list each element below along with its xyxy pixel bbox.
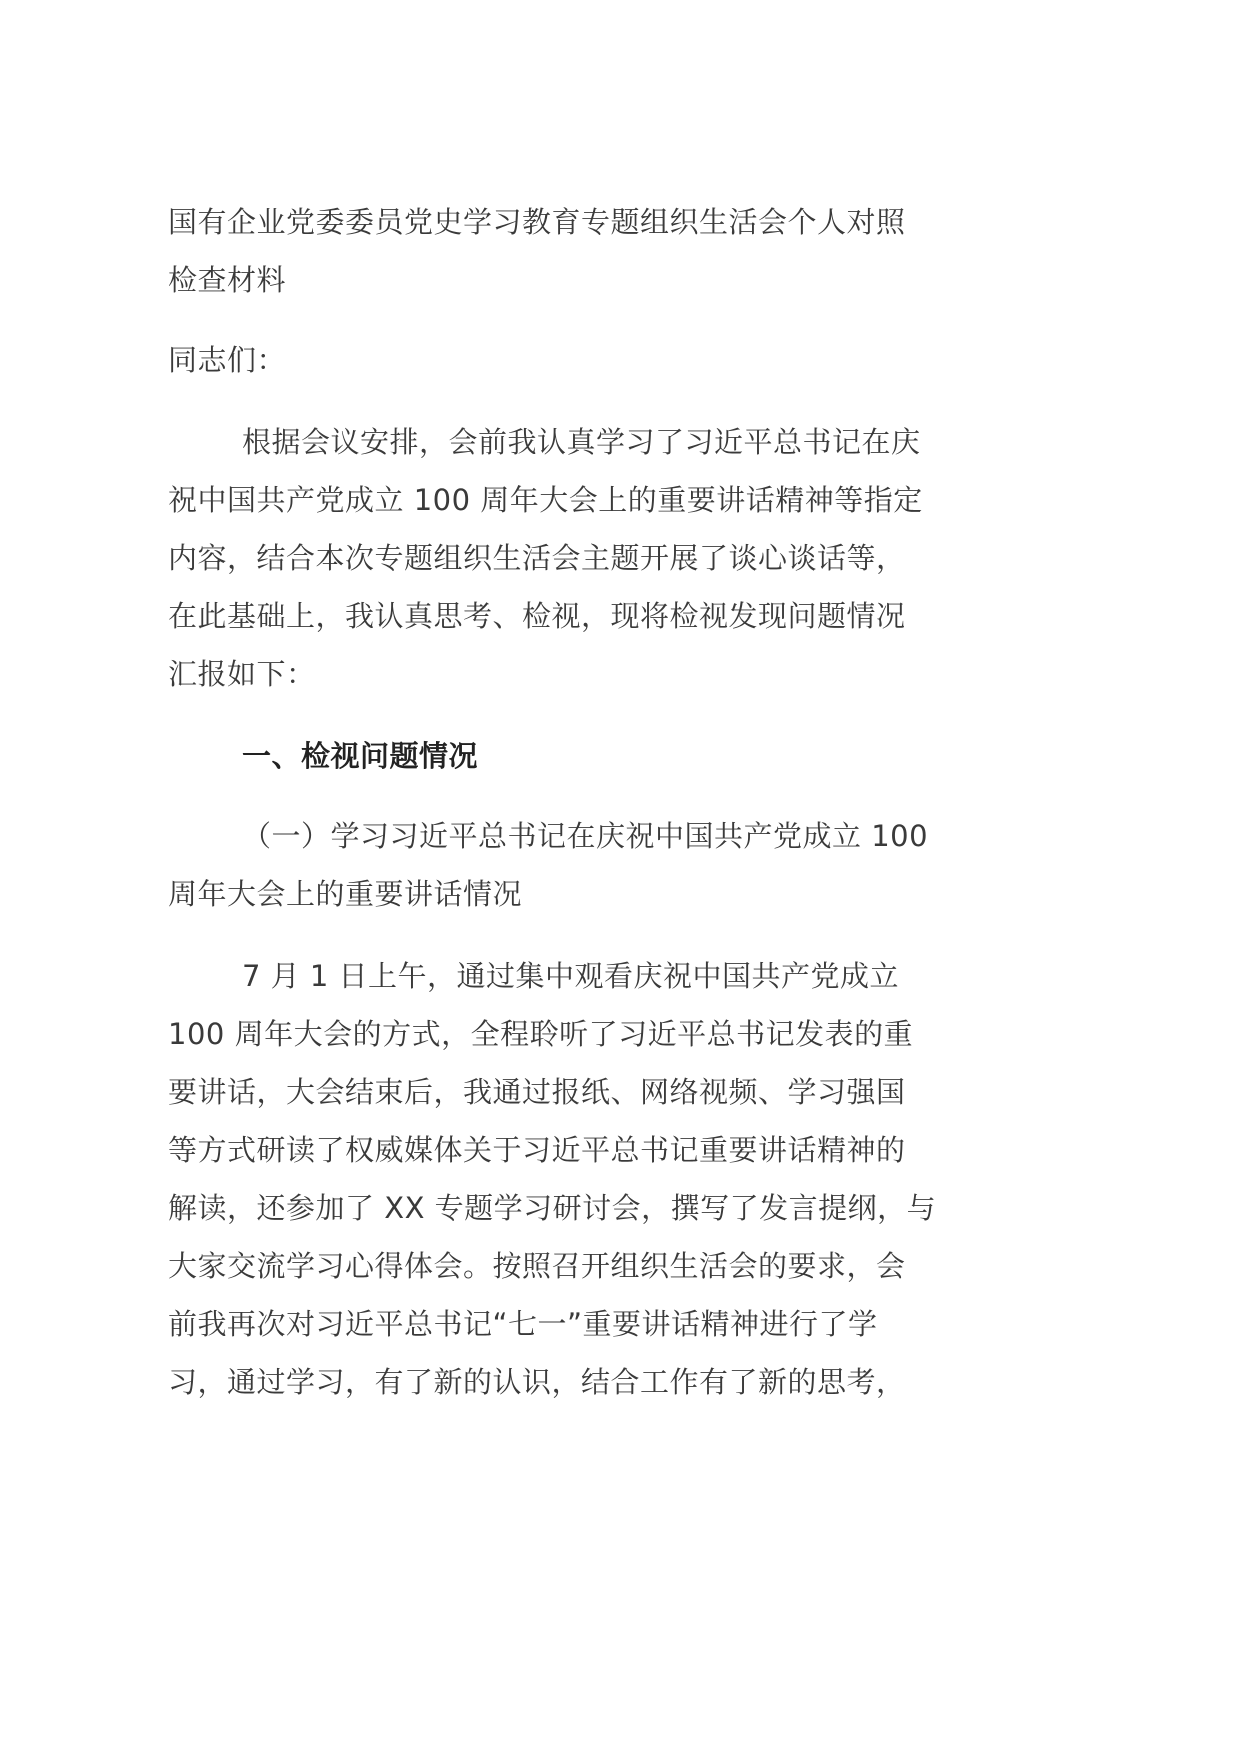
paragraph-line: 等方式研读了权威媒体关于习近平总书记重要讲话精神的: [168, 1133, 906, 1167]
section-heading: 一、检视问题情况: [242, 739, 479, 773]
paragraph-line: 内容，结合本次专题组织生活会主题开展了谈心谈话等，: [168, 541, 906, 575]
paragraph-line: 解读，还参加了 XX 专题学习研讨会，撰写了发言提纲，与: [168, 1191, 937, 1225]
paragraph-line: 根据会议安排，会前我认真学习了习近平总书记在庆: [242, 425, 921, 459]
paragraph-line: 要讲话，大会结束后，我通过报纸、网络视频、学习强国: [168, 1075, 906, 1109]
subsection-heading-line: （一）学习习近平总书记在庆祝中国共产党成立 100: [242, 819, 929, 853]
paragraph-line: 习，通过学习，有了新的认识，结合工作有了新的思考，: [168, 1365, 906, 1399]
paragraph-line: 祝中国共产党成立 100 周年大会上的重要讲话精神等指定: [168, 483, 923, 517]
paragraph-line: 7 月 1 日上午，通过集中观看庆祝中国共产党成立: [242, 959, 900, 993]
paragraph-line: 大家交流学习心得体会。按照召开组织生活会的要求，会: [168, 1249, 906, 1283]
paragraph-line: 100 周年大会的方式，全程聆听了习近平总书记发表的重: [168, 1017, 914, 1051]
paragraph-line: 前我再次对习近平总书记“七一”重要讲话精神进行了学: [168, 1307, 878, 1341]
salutation: 同志们：: [168, 343, 287, 377]
paragraph-line: 在此基础上，我认真思考、检视，现将检视发现问题情况: [168, 599, 906, 633]
document-title-line: 国有企业党委委员党史学习教育专题组织生活会个人对照: [168, 205, 906, 239]
document-title-line: 检查材料: [168, 263, 287, 297]
subsection-heading-line: 周年大会上的重要讲话情况: [168, 877, 523, 911]
paragraph-line: 汇报如下：: [168, 657, 316, 691]
